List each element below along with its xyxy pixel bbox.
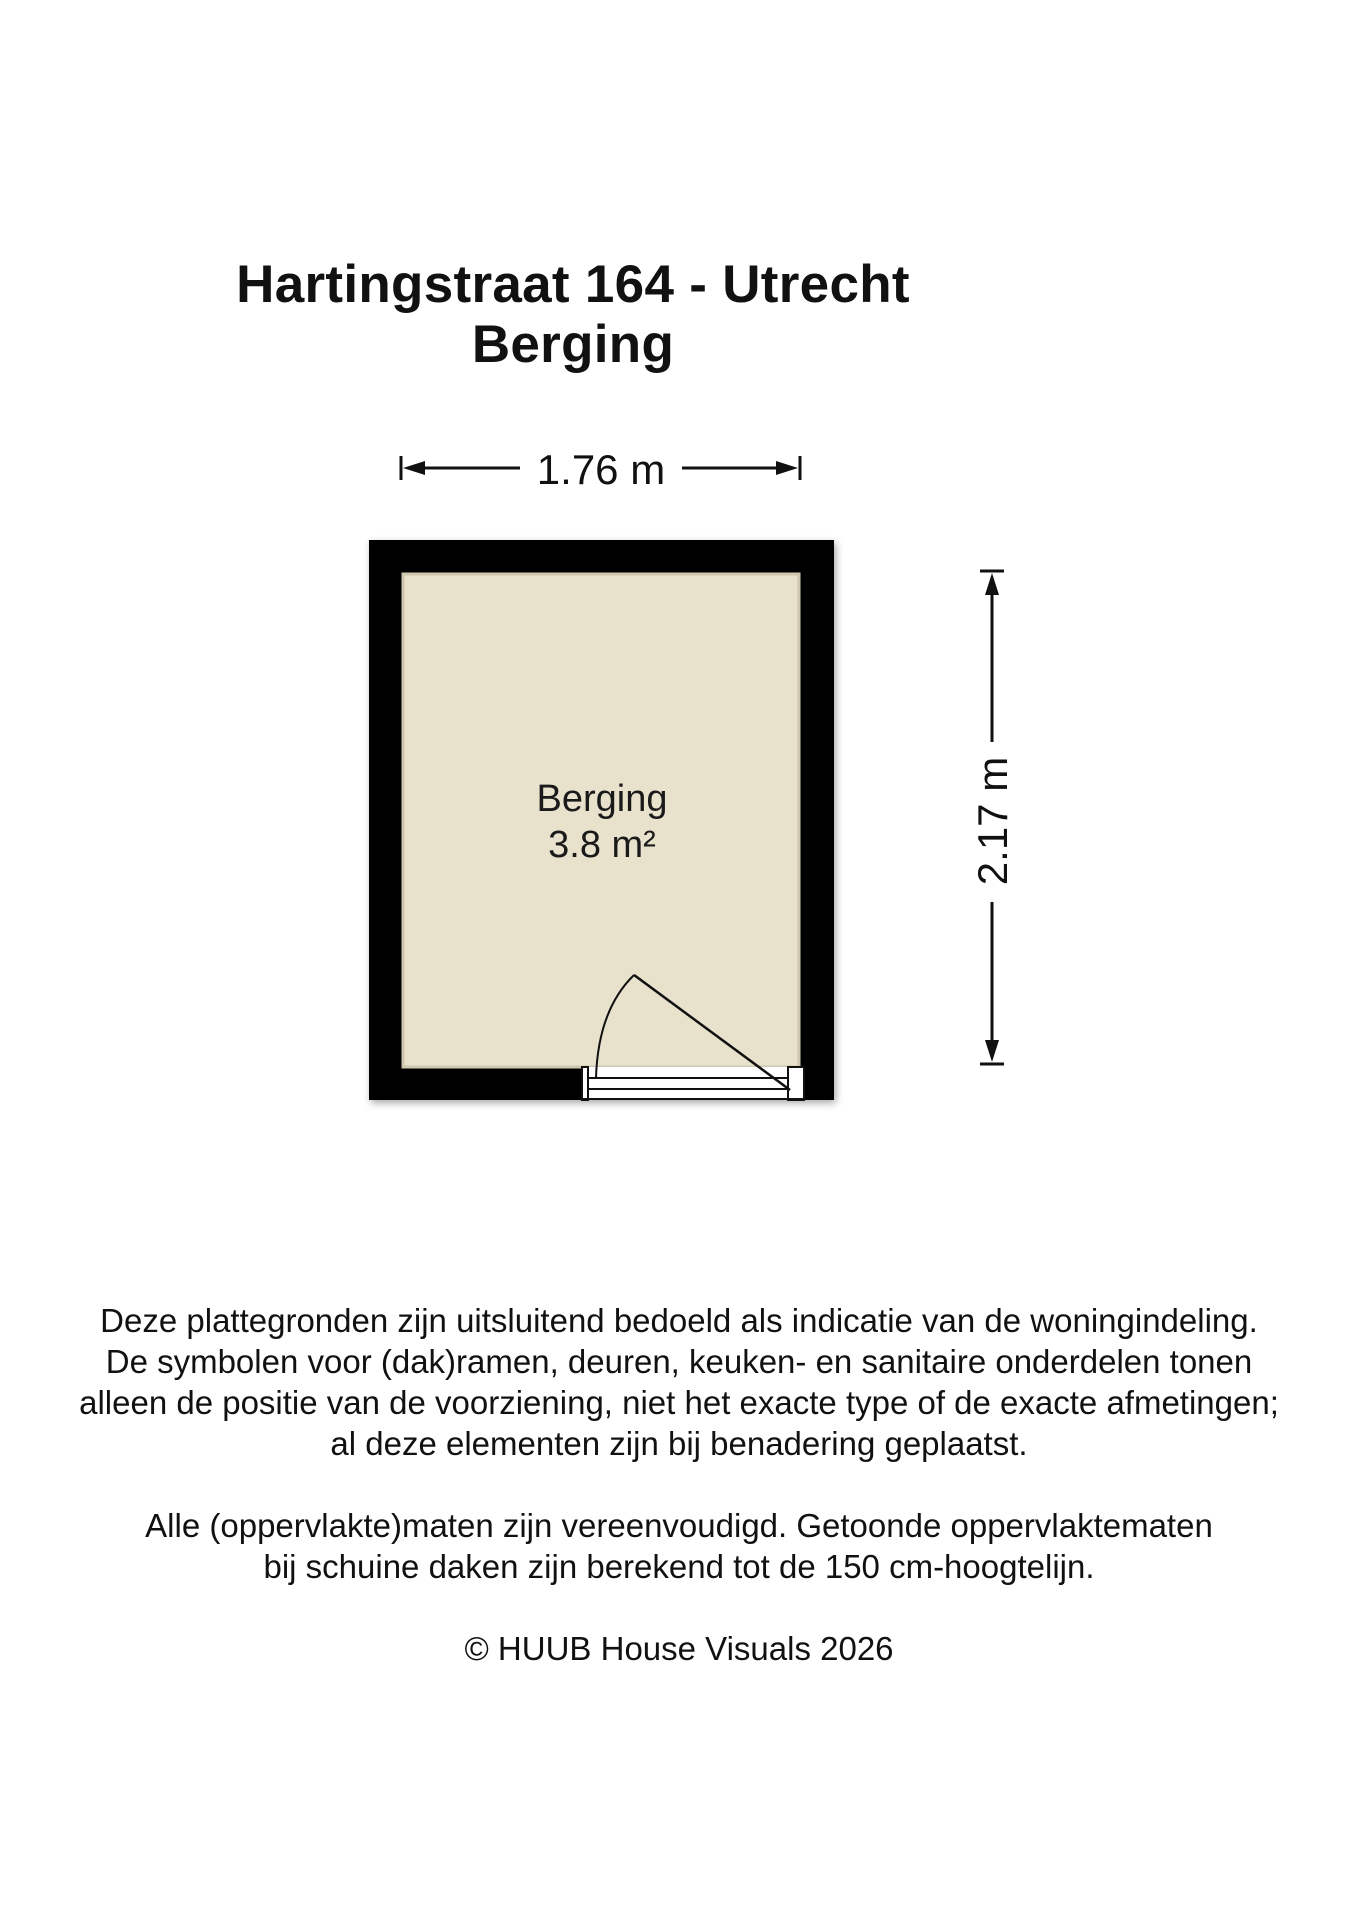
disclaimer-paragraph-1 xyxy=(0,1300,1358,1464)
disclaimer-line: De symbolen voor (dak)ramen, deuren, keuken- en sanitaire onderdelen tonen xyxy=(105,1343,1253,1380)
copyright-text: © HUUB House Visuals 2026 xyxy=(464,1630,894,1667)
width-label: 1.76 m xyxy=(536,446,666,493)
room-area: 3.8 m² xyxy=(548,824,656,866)
room-name: Berging xyxy=(536,778,668,820)
disclaimer-line: alleen de positie van de voorziening, niet het exacte type of de exacte afmetingen; xyxy=(79,1384,1279,1421)
disclaimer xyxy=(0,1300,1358,1710)
room-berging xyxy=(369,540,834,1100)
width-arrow-right xyxy=(776,461,798,475)
width-arrow-left xyxy=(403,461,425,475)
disclaimer-paragraph-2 xyxy=(0,1505,1358,1587)
depth-arrow-bottom xyxy=(985,1040,999,1062)
disclaimer-line: Deze plattegronden zijn uitsluitend bedoeld als indicatie van de woningindeling. xyxy=(100,1302,1258,1339)
depth-dimension xyxy=(969,571,1016,1064)
disclaimer-line: bij schuine daken zijn berekend tot de 150 cm-hoogtelijn. xyxy=(263,1548,1095,1585)
disclaimer-line: al deze elementen zijn bij benadering geplaatst. xyxy=(330,1425,1028,1462)
floor-title: Berging xyxy=(471,315,675,374)
disclaimer-line: Alle (oppervlakte)maten zijn vereenvoudigd. Getoonde oppervlaktematen xyxy=(145,1507,1213,1544)
address-title: Hartingstraat 164 - Utrecht xyxy=(236,255,910,314)
width-dimension xyxy=(401,446,800,493)
door-frame-left xyxy=(582,1067,588,1100)
depth-arrow-top xyxy=(985,573,999,595)
door-frame-right xyxy=(788,1067,804,1100)
depth-label: 2.17 m xyxy=(969,756,1016,886)
copyright xyxy=(0,1628,1358,1669)
door-opening xyxy=(582,1067,804,1100)
room-floor xyxy=(403,574,799,1067)
